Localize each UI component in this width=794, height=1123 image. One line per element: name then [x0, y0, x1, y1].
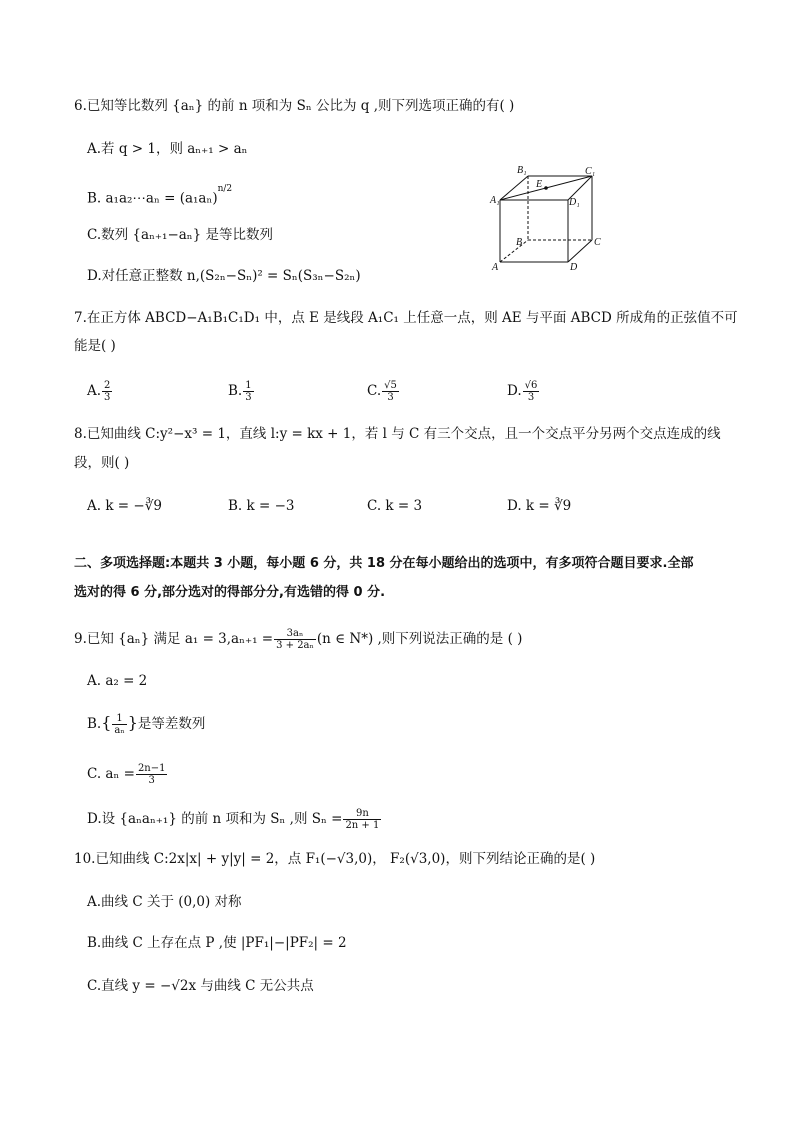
q7-option-b-den: 3 [245, 392, 252, 403]
q10-stem: 10.已知曲线 C:2x|x| + y|y| = 2，点 F₁(−√3,0)， F₂(√3,0)，则下列结论正确的是( ) [74, 851, 596, 867]
q8-option-c: C. k = 3 [367, 498, 423, 514]
label-a: A [492, 262, 499, 273]
q7-option-b-label: B. [228, 383, 243, 399]
q9-stem-pre: 9.已知 {aₙ} 满足 a₁ = 3,aₙ₊₁ = [74, 631, 274, 647]
q6-option-b [87, 186, 232, 208]
q7-stem-line2: 能是( ) [74, 338, 116, 354]
q9-option-b-den: aₙ [114, 725, 125, 736]
q6-option-c: C.数列 {aₙ₊₁−aₙ} 是等比数列 [87, 227, 274, 243]
label-d1: D₁ [569, 197, 580, 208]
q7-option-d [507, 380, 540, 403]
q6-stem: 6.已知等比数列 {aₙ} 的前 n 项和为 Sₙ 公比为 q ,则下列选项正确的有( ) [74, 98, 515, 114]
q9-option-c-den: 3 [148, 775, 155, 786]
q10-option-c: C.直线 y = −√2x 与曲线 C 无公共点 [87, 978, 314, 994]
q6-option-a: A.若 q > 1，则 aₙ₊₁ > aₙ [87, 141, 248, 157]
q8-stem-line2: 段，则( ) [74, 455, 130, 471]
label-d: D [570, 262, 578, 273]
label-c1: C₁ [585, 166, 596, 177]
q6-option-b-exponent: n/2 [217, 184, 233, 194]
label-b1: B₁ [517, 165, 527, 176]
label-c: C [594, 237, 601, 248]
q9-option-b-post: 是等差数列 [137, 716, 206, 732]
q9-stem-post: (n ∈ N*) ,则下列说法正确的是 ( ) [316, 631, 523, 647]
q10-option-b: B.曲线 C 上存在点 P ,使 |PF₁|−|PF₂| = 2 [87, 935, 347, 951]
q7-option-d-label: D. [507, 383, 522, 399]
q8-option-b: B. k = −3 [228, 498, 295, 514]
q9-option-a: A. a₂ = 2 [87, 673, 148, 689]
q8-option-a: A. k = −∛9 [87, 498, 162, 514]
q9-stem [74, 628, 522, 651]
q7-option-c [367, 380, 400, 403]
q7-option-c-den: 3 [387, 392, 394, 403]
q7-option-d-num: √6 [524, 380, 538, 391]
q9-option-b: B.{ $\frac{1}{\text{aₙ}}$ }是等差数列 [87, 713, 206, 736]
hidden-edge-a-b [500, 240, 528, 262]
label-b: B [516, 237, 523, 248]
q7-option-a [87, 380, 113, 403]
q9-option-c-pre: C. aₙ = [87, 766, 135, 782]
q9-option-b-num: 1 [112, 713, 126, 725]
q6-option-b-text: B. a₁a₂⋯aₙ = (a₁aₙ) [87, 190, 218, 207]
q9-stem-num: 3aₙ [274, 628, 316, 640]
q9-option-c [87, 763, 168, 786]
label-e: E [536, 179, 543, 190]
q9-option-c-num: 2n−1 [137, 763, 166, 774]
q7-option-b-num: 1 [245, 380, 252, 391]
q7-option-d-den: 3 [527, 392, 535, 403]
q7-option-a-num: 2 [104, 380, 111, 391]
q9-option-d [87, 808, 382, 831]
q7-option-c-num: √5 [384, 380, 397, 391]
q9-stem-den: 3 + 2aₙ [276, 640, 314, 651]
q9-option-d-pre: D.设 {aₙaₙ₊₁} 的前 n 项和为 Sₙ ,则 Sₙ = [87, 811, 343, 827]
label-a1: A₁ [490, 195, 500, 206]
point-e [544, 186, 548, 190]
q7-stem-line1: 7.在正方体 ABCD−A₁B₁C₁D₁ 中，点 E 是线段 A₁C₁ 上任意一点，则 AE 与平面 ABCD 所成角的正弦值不可 [74, 310, 738, 326]
q9-option-b-label: B. [87, 716, 102, 732]
section2-heading-line1: 二、多项选择题:本题共 3 小题，每小题 6 分，共 18 分在每小题给出的选项中，有多项符合题目要求.全部 [74, 556, 694, 571]
q8-option-d: D. k = ∛9 [507, 498, 572, 514]
q7-option-b [228, 380, 255, 403]
section2-heading-line2: 选对的得 6 分,部分选对的得部分分,有选错的得 0 分. [74, 585, 386, 600]
q6-option-d: D.对任意正整数 n,(S₂ₙ−Sₙ)² = Sₙ(S₃ₙ−S₂ₙ) [87, 268, 361, 284]
q10-option-a: A.曲线 C 关于 (0,0) 对称 [87, 894, 242, 910]
q7-option-a-label: A. [87, 383, 102, 399]
q7-option-a-den: 3 [104, 392, 111, 403]
q8-stem-line1: 8.已知曲线 C:y²−x³ = 1，直线 l:y = kx + 1，若 l 与 C 有三个交点，且一个交点平分另两个交点连成的线 [74, 426, 721, 442]
q9-option-d-den: 2n + 1 [345, 820, 380, 831]
q7-option-c-label: C. [367, 383, 382, 399]
q9-option-d-num: 9n [343, 808, 381, 820]
